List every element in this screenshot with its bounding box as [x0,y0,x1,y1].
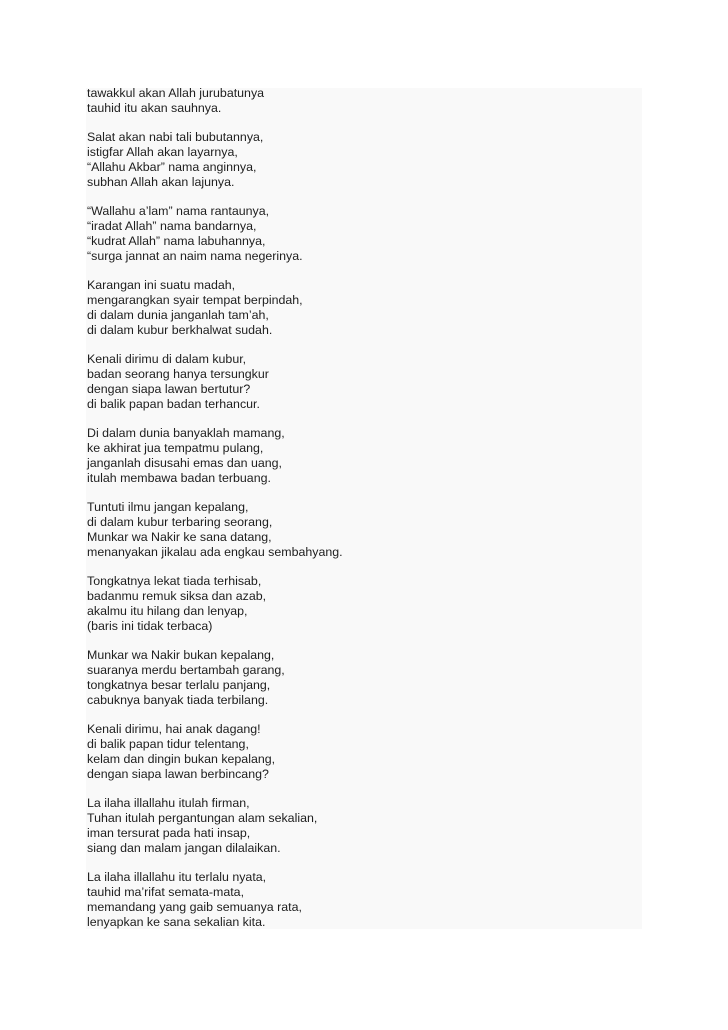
stanza-gap [86,190,642,205]
poem-line: ke akhirat jua tempatmu pulang, [86,441,642,456]
poem-line: kelam dan dingin bukan kepalang, [86,752,642,767]
poem-line: Tongkatnya lekat tiada terhisab, [86,574,642,589]
poem-line: di balik papan tidur telentang, [86,737,642,752]
poem-line: Kenali dirimu di dalam kubur, [86,352,642,367]
stanza-gap [86,116,642,131]
poem-line: Munkar wa Nakir ke sana datang, [86,530,642,545]
poem-text [86,86,642,929]
poem-line: “iradat Allah” nama bandarnya, [86,219,642,234]
stanza-3 [86,204,642,263]
stanza-gap [86,781,642,796]
poem-line: subhan Allah akan lajunya. [86,175,642,190]
stanza-1 [86,86,642,116]
stanza-6 [86,426,642,485]
poem-line: Tuntuti ilmu jangan kepalang, [86,500,642,515]
poem-line: janganlah disusahi emas dan uang, [86,456,642,471]
stanza-gap [86,633,642,648]
poem-line: Salat akan nabi tali bubutannya, [86,130,642,145]
poem-line: tawakkul akan Allah jurubatunya [86,86,642,101]
poem-line: La ilaha illallahu itu terlalu nyata, [86,870,642,885]
poem-line: tauhid itu akan sauhnya. [86,101,642,116]
poem-line: Di dalam dunia banyaklah mamang, [86,426,642,441]
poem-line: “Allahu Akbar” nama anginnya, [86,160,642,175]
stanza-4 [86,278,642,337]
stanza-7 [86,500,642,559]
poem-line: memandang yang gaib semuanya rata, [86,900,642,915]
poem-line: tauhid ma’rifat semata-mata, [86,885,642,900]
stanza-gap [86,412,642,427]
poem-line: dengan siapa lawan bertutur? [86,382,642,397]
stanza-12 [86,870,642,929]
stanza-gap [86,707,642,722]
poem-line: dengan siapa lawan berbincang? [86,767,642,782]
stanza-gap [86,338,642,353]
poem-line: Tuhan itulah pergantungan alam sekalian, [86,811,642,826]
poem-line: lenyapkan ke sana sekalian kita. [86,915,642,930]
poem-line: itulah membawa badan terbuang. [86,471,642,486]
poem-line: di dalam dunia janganlah tam’ah, [86,308,642,323]
poem-line: badanmu remuk siksa dan azab, [86,589,642,604]
stanza-10 [86,722,642,781]
poem-line: iman tersurat pada hati insap, [86,826,642,841]
poem-line: akalmu itu hilang dan lenyap, [86,604,642,619]
stanza-gap [86,264,642,279]
poem-line: Karangan ini suatu madah, [86,278,642,293]
poem-line: La ilaha illallahu itulah firman, [86,796,642,811]
stanza-11 [86,796,642,855]
poem-line: cabuknya banyak tiada terbilang. [86,693,642,708]
stanza-gap [86,486,642,501]
poem-line: mengarangkan syair tempat berpindah, [86,293,642,308]
poem-line: istigfar Allah akan layarnya, [86,145,642,160]
stanza-gap [86,560,642,575]
poem-line: badan seorang hanya tersungkur [86,367,642,382]
poem-line: siang dan malam jangan dilalaikan. [86,841,642,856]
poem-line: di balik papan badan terhancur. [86,397,642,412]
poem-line: Kenali dirimu, hai anak dagang! [86,722,642,737]
stanza-8 [86,574,642,633]
poem-line: “Wallahu a’lam” nama rantaunya, [86,204,642,219]
poem-line: suaranya merdu bertambah garang, [86,663,642,678]
poem-line: (baris ini tidak terbaca) [86,619,642,634]
stanza-5 [86,352,642,411]
poem-line: “kudrat Allah” nama labuhannya, [86,234,642,249]
poem-line: Munkar wa Nakir bukan kepalang, [86,648,642,663]
poem-line: di dalam kubur terbaring seorang, [86,515,642,530]
poem-line: “surga jannat an naim nama negerinya. [86,249,642,264]
stanza-9 [86,648,642,707]
stanza-2 [86,130,642,189]
poem-line: tongkatnya besar terlalu panjang, [86,678,642,693]
poem-line: menanyakan jikalau ada engkau sembahyang. [86,545,642,560]
stanza-gap [86,855,642,870]
poem-line: di dalam kubur berkhalwat sudah. [86,323,642,338]
